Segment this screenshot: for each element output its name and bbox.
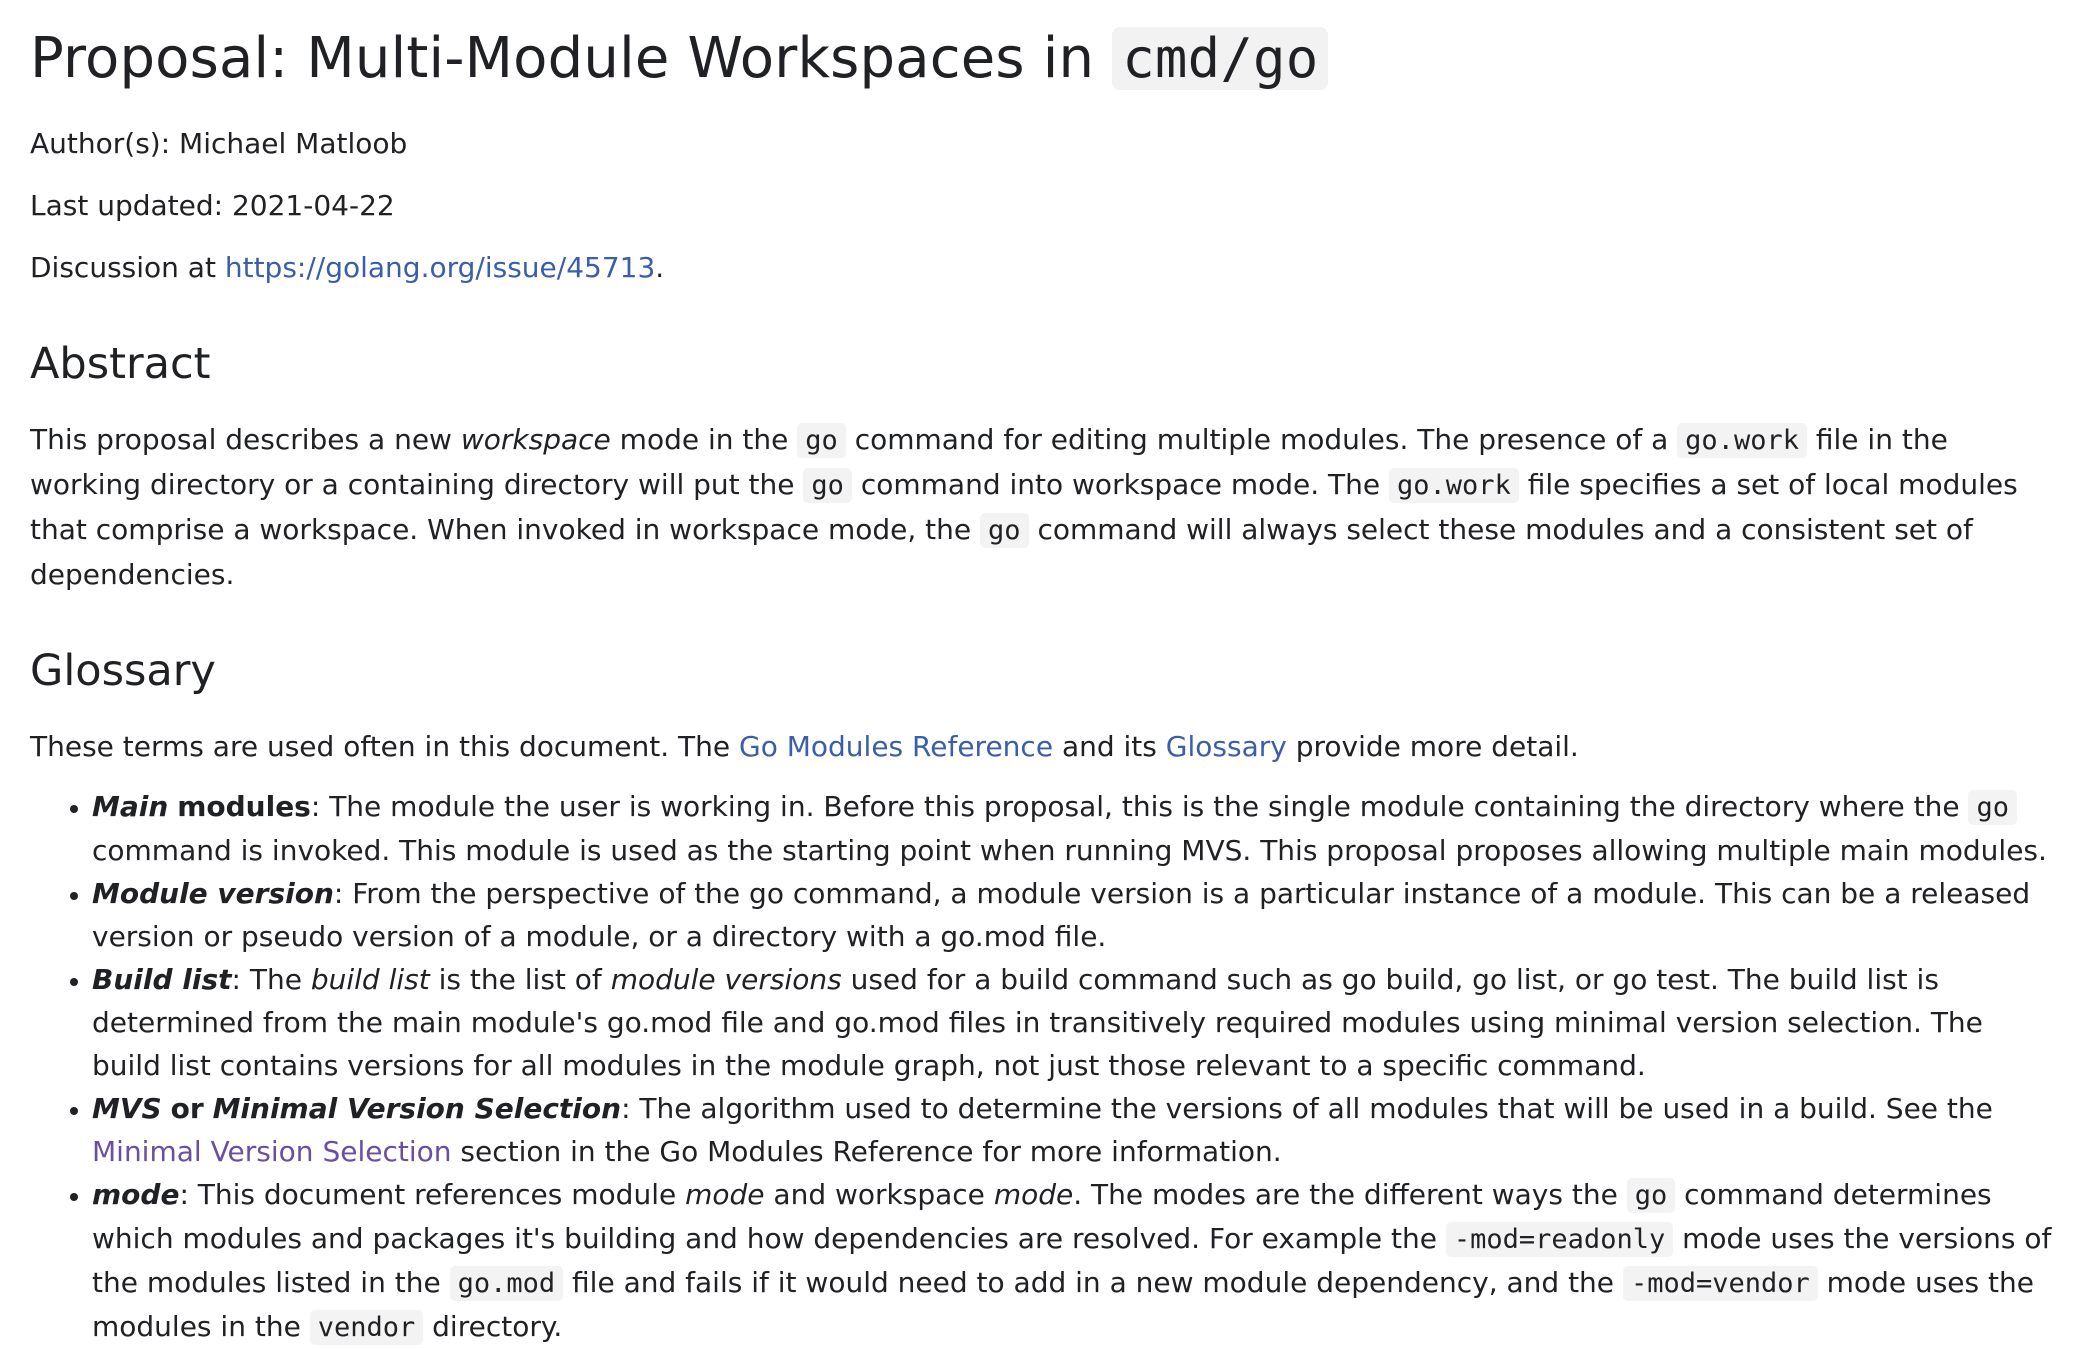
inline-code: go <box>1627 1178 1676 1213</box>
glossary-definition: command determines which modules and packages it's building and how dependencies are resolved. For example the <box>92 1178 1992 1255</box>
glossary-intro-text: These terms are used often in this document. The <box>30 730 731 763</box>
glossary-definition: section in the Go Modules Reference for more information. <box>460 1135 1282 1168</box>
glossary-definition: and workspace <box>773 1178 985 1211</box>
glossary-definition: mode uses the modules in the <box>92 1266 2034 1343</box>
glossary-emphasis: mode <box>993 1178 1074 1211</box>
document-meta <box>30 122 2058 290</box>
glossary-term: Build list <box>92 963 232 996</box>
glossary-definition: : The <box>231 963 302 996</box>
abstract-emphasis: workspace <box>460 423 611 456</box>
list-item <box>92 958 2058 1087</box>
abstract-text: file specifies a set of local modules that comprise a workspace. When invoked in workspace mode, the <box>30 468 2018 546</box>
glossary-definition: : The module the user is working in. Before this proposal, this is the single module containing the directory where the <box>310 790 1960 823</box>
glossary-term: Main <box>92 790 169 823</box>
abstract-text: mode in the <box>619 423 789 456</box>
glossary-definition: : From the perspective of the go command, a module version is a particular instance of a module. This can be a released version or pseudo version of a module, or a directory with a go.mod file. <box>92 877 2031 953</box>
glossary-definition: command is invoked. This module is used as the starting point when running MVS. This proposal proposes allowing multiple main modules. <box>92 834 2047 867</box>
glossary-intro <box>30 725 2058 769</box>
minimal-version-selection-link[interactable]: Minimal Version Selection <box>92 1135 452 1168</box>
page-title-code: cmd/go <box>1112 27 1328 90</box>
glossary-emphasis: module versions <box>610 963 842 996</box>
glossary-definition: used for a build command such as go build, go list, or go test. The build list is determined from the main module's go.mod file and go.mod files in transitively required modules using minimal version selection. The build list contains versions for all modules in the module graph, not just those relevant to a specific command. <box>92 963 1983 1082</box>
glossary-list <box>30 785 2058 1349</box>
glossary-emphasis: mode <box>685 1178 765 1211</box>
inline-code: go <box>1968 790 2017 825</box>
inline-code: go <box>803 468 852 503</box>
glossary-definition: is the list of <box>438 963 602 996</box>
glossary-definition: : This document references module <box>179 1178 677 1211</box>
inline-code: -mod=vendor <box>1623 1266 1818 1301</box>
glossary-definition: mode uses the versions of the modules listed in the <box>92 1222 2052 1299</box>
abstract-paragraph <box>30 418 2058 597</box>
list-item <box>92 1087 2058 1173</box>
inline-code: go.work <box>1389 468 1519 503</box>
glossary-definition: . The modes are the different ways the <box>1073 1178 1618 1211</box>
glossary-term: modules <box>177 790 311 823</box>
inline-code: go.mod <box>450 1266 564 1301</box>
glossary-definition: file and fails if it would need to add in a new module dependency, and the <box>572 1266 1615 1299</box>
abstract-text: command will always select these modules and a consistent set of dependencies. <box>30 513 1973 591</box>
inline-code: go <box>980 513 1029 548</box>
abstract-text: This proposal describes a new <box>30 423 452 456</box>
glossary-term: Minimal Version Selection <box>212 1092 622 1125</box>
page-title <box>30 20 2058 98</box>
list-item <box>92 785 2058 872</box>
discussion-link[interactable]: https://golang.org/issue/45713 <box>224 251 656 284</box>
abstract-text: command into workspace mode. The <box>860 468 1381 501</box>
list-item <box>92 872 2058 958</box>
discussion-line <box>30 246 2058 290</box>
inline-code: vendor <box>310 1310 424 1345</box>
discussion-suffix: . <box>655 251 665 284</box>
list-item <box>92 1173 2058 1349</box>
page-title-text: Proposal: Multi-Module Workspaces in <box>30 26 1095 91</box>
authors-line: Author(s): Michael Matloob <box>30 127 408 160</box>
glossary-term: or <box>170 1092 204 1125</box>
glossary-intro-text: and its <box>1061 730 1157 763</box>
glossary-term: mode <box>92 1178 180 1211</box>
glossary-definition: directory. <box>432 1310 563 1343</box>
abstract-text: file in the working directory or a containing directory will put the <box>30 423 1948 501</box>
glossary-link[interactable]: Glossary <box>1165 730 1287 763</box>
inline-code: go.work <box>1677 423 1807 458</box>
glossary-heading: Glossary <box>30 646 216 696</box>
inline-code: go <box>797 423 846 458</box>
updated-line: Last updated: 2021-04-22 <box>30 189 395 222</box>
inline-code: -mod=readonly <box>1446 1222 1673 1257</box>
glossary-intro-text: provide more detail. <box>1295 730 1579 763</box>
discussion-prefix: Discussion at <box>30 251 216 284</box>
go-modules-reference-link[interactable]: Go Modules Reference <box>739 730 1054 763</box>
abstract-text: command for editing multiple modules. The presence of a <box>854 423 1669 456</box>
glossary-definition: : The algorithm used to determine the versions of all modules that will be used in a build. See the <box>621 1092 1993 1125</box>
abstract-heading: Abstract <box>30 339 211 389</box>
glossary-term: MVS <box>92 1092 162 1125</box>
glossary-emphasis: build list <box>310 963 430 996</box>
glossary-term: Module version <box>92 877 334 910</box>
